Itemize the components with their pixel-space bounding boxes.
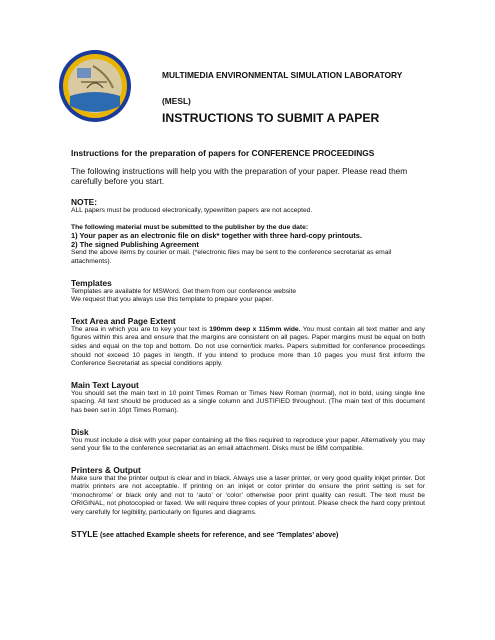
intro-heading-prefix: Instructions for the preparation of papers for xyxy=(71,148,252,158)
intro-text: The following instructions will help you with the preparation of your paper. Please read them carefully before you start. xyxy=(71,166,408,186)
text-area-text-2: You must contain all text matter and any figures within this area and ensure that the margins are consistent on all pages. Paper margins must be equal on both sides and equal on the top and bottom. Do not use corner/tick marks. Papers submitted for conference proceedings should not exceed 10 pages in length. If you intend to produce more than 10 pages you must first inform the Conference Secretariat as special conditions apply. xyxy=(71,325,426,368)
note-heading: NOTE: xyxy=(71,197,98,207)
page-title: INSTRUCTIONS TO SUBMIT A PAPER xyxy=(162,111,380,125)
printers-heading: Printers & Output xyxy=(71,464,141,475)
templates-line-2: We request that you always use this template to prepare your paper. xyxy=(71,296,274,304)
disk-heading: Disk xyxy=(71,426,89,437)
templates-line-1: Templates are available for MSWord. Get them from our conference website xyxy=(71,287,297,295)
printers-text: Make sure that the printer output is clear and in black. Always use a laser printer, or very good quality inkjet printer. Dot matrix printers are not acceptable. If printing on an inkjet or color printer do ensure the print setting is set for ‘monochrome’ or black only and not to ‘auto’ or ‘color’ otherwise poor print quality can result. The text must be ORIGINAL, not photocopied or faxed. We will require three copies of your printout. Please check the hard copy printout very carefully for legibility, particularly on figures and diagrams. xyxy=(71,474,425,517)
submission-item-2: 2) The signed Publishing Agreement xyxy=(71,239,199,249)
layout-heading: Main Text Layout xyxy=(71,379,139,390)
document-body xyxy=(71,148,425,541)
intro-heading xyxy=(71,148,425,158)
mesl-logo-graphic xyxy=(57,48,133,124)
submission-heading: The following material must be submitted to the publisher by the due date: xyxy=(71,223,309,231)
intro-heading-emph: CONFERENCE PROCEEDINGS xyxy=(251,148,375,158)
templates-heading: Templates xyxy=(71,277,112,288)
note-text: ALL papers must be produced electronically, typewritten papers are not accepted. xyxy=(71,207,313,214)
text-area-text xyxy=(71,326,425,369)
lab-name: MULTIMEDIA ENVIRONMENTAL SIMULATION LABORATORY xyxy=(162,70,403,80)
disk-text: You must include a disk with your paper containing all the files required to reproduce your paper. Alternatively you may send your file to the conference secretariat as an email attachment. Disks must be IBM compatible. xyxy=(71,436,425,453)
style-heading-label: STYLE xyxy=(71,528,98,539)
lab-abbreviation: (MESL) xyxy=(162,96,191,106)
style-heading xyxy=(71,529,425,541)
style-heading-note: (see attached Example sheets for reference, and see ‘Templates’ above) xyxy=(98,531,339,539)
layout-text: You should set the main text in 10 point Times Roman or Times New Roman (normal), not in bold, using single line spacing. All text should be produced as a single column and JUSTIFIED throughout. (The main text of this document has been set in 10pt Times Roman). xyxy=(71,389,425,414)
submission-send-text: Send the above items by courier or mail. (*electronic files may be sent to the conference secretariat as email attachments). xyxy=(71,249,392,265)
text-area-heading: Text Area and Page Extent xyxy=(71,315,176,326)
text-area-dimensions: 190mm deep x 115mm wide. xyxy=(209,325,301,333)
text-area-text-1: The area in which you are to key your text is xyxy=(71,325,210,333)
mesl-logo xyxy=(57,48,133,124)
submission-item-1: 1) Your paper as an electronic file on disk* together with three hard-copy printouts. xyxy=(71,231,362,241)
